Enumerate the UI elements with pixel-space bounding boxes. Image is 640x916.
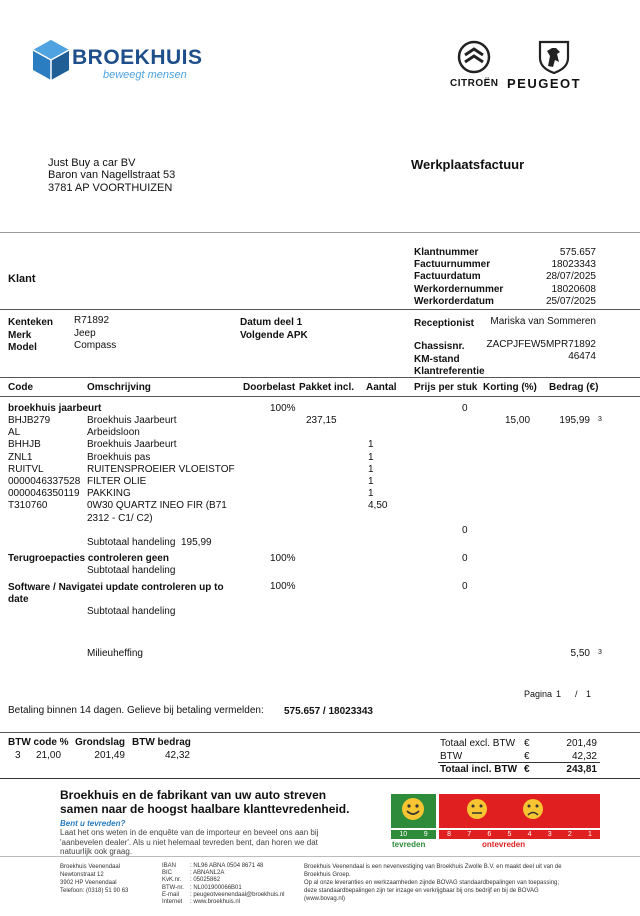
total-incl-currency: € — [524, 764, 530, 775]
cell-desc: 0W30 QUARTZ INEO FIR (B71 — [87, 500, 227, 512]
cell-bedrag: 195,99 — [559, 415, 590, 426]
footer-bank-label: Internet — [162, 899, 183, 906]
score-number: 8 — [447, 831, 452, 838]
cell-code: AL — [8, 427, 21, 439]
table-row — [0, 488, 640, 500]
unhappy-scores — [439, 830, 600, 839]
footer-bank-label: BTW-nr. — [162, 884, 184, 891]
meta-label-factuurdatum: Factuurdatum — [414, 271, 481, 283]
btw-code: 3 — [15, 750, 21, 761]
footer-legal-line: Broekhuis Groep. — [304, 872, 351, 878]
table-row — [0, 439, 640, 451]
unhappy-label: ontevreden — [482, 840, 526, 849]
footer-bank-value: : peugeotveenendaal@broekhuis.nl — [190, 891, 285, 898]
page-separator: / — [575, 689, 578, 699]
footer-bank-value: : www.broekhuis.nl — [190, 899, 241, 906]
cell-code: BHJB279 — [8, 415, 51, 426]
happy-label: tevreden — [392, 840, 426, 849]
cell-code: ZNL1 — [8, 451, 33, 463]
score-number: 5 — [507, 831, 512, 838]
broekhuis-logo-icon — [32, 40, 70, 80]
km-label: KM-stand — [414, 353, 460, 365]
footer-bank-labels — [162, 863, 184, 906]
divider — [0, 856, 640, 857]
cell-aantal: 1 — [368, 451, 374, 463]
score-number: 1 — [587, 831, 592, 838]
col-doorbelast: Doorbelast — [243, 382, 296, 393]
cell-aantal: 1 — [368, 463, 374, 475]
score-number: 7 — [467, 831, 472, 838]
footer-bank-value: : 05025862 — [190, 877, 221, 884]
footer-bank-label: BIC — [162, 870, 173, 877]
cell-pakket: 237,15 — [306, 415, 337, 426]
merk-label: Merk — [8, 329, 32, 341]
footer-legal-line: deze standaardbepalingen zijn ter inzage en verkrijgbaar bij ons bedrijf en bij de BOVAG — [304, 888, 539, 894]
happy-scores — [391, 830, 436, 839]
meta-value-factuurdatum: 28/07/2025 — [545, 271, 596, 283]
total-incl-value: 243,81 — [566, 764, 597, 775]
cell-desc: Arbeidsloon — [87, 427, 140, 439]
section-doorbelast: 100% — [270, 403, 296, 414]
table-row — [0, 427, 640, 439]
total-excl-label: Totaal excl. BTW — [440, 738, 516, 749]
btw-total-label: BTW — [440, 751, 463, 762]
subtotal-label: Subtotaal handeling — [87, 537, 176, 548]
cell-desc: Broekhuis Jaarbeurt — [87, 415, 177, 426]
footer-bank-label: E-mail — [162, 891, 180, 898]
score-number: 9 — [423, 831, 428, 838]
subtotal-label: Subtotaal handeling — [87, 565, 176, 576]
chassis-value: ZACPJFEW5MPR71892 — [486, 339, 596, 350]
cell-code: 0000046350119 — [8, 488, 80, 500]
meta-label-factuurnummer: Factuurnummer — [414, 259, 491, 271]
merk-value: Jeep — [74, 327, 96, 339]
page-label: Pagina — [524, 689, 553, 699]
btw-code-header: BTW code % — [8, 737, 69, 748]
score-number: 6 — [487, 831, 492, 838]
cell-desc: PAKKING — [87, 488, 131, 500]
neutral-face-icon — [439, 794, 600, 828]
survey-body-line: Laat het ons weten in de enquête van de importeur en beveel ons aan bij — [60, 828, 319, 837]
page-current: 1 — [556, 689, 562, 699]
table-row — [0, 476, 640, 488]
chassis-label: Chassisnr. — [414, 341, 465, 352]
cell-aantal: 1 — [368, 488, 374, 500]
km-value: 46474 — [568, 351, 596, 362]
document-title: Werkplaatsfactuur — [411, 157, 525, 172]
footer-legal-line: Op al onze leveranties en werkzaamheden zijnde BOVAG standaardbepalingen van toepassing; — [304, 880, 560, 886]
klant-label: Klant — [8, 273, 36, 285]
milieuheffing-tax-code: 3 — [598, 649, 602, 656]
page-total: 1 — [586, 689, 592, 699]
survey-body-line: natuurlijk ook graag. — [60, 847, 133, 856]
table-row — [0, 500, 640, 512]
divider — [0, 778, 640, 779]
cell-code: T310760 — [8, 500, 48, 512]
meta-label-klantnummer: Klantnummer — [414, 247, 479, 258]
payment-reference: 575.657 / 18023343 — [284, 706, 373, 717]
cell-desc: RUITENSPROEIER VLOEISTOF — [87, 463, 235, 475]
col-bedrag: Bedrag (€) — [549, 382, 599, 393]
btw-grondslag-header: Grondslag — [75, 737, 126, 748]
section-doorbelast: 100% — [270, 553, 296, 564]
survey-question: Bent u tevreden? — [60, 819, 126, 828]
recipient-city: 3781 AP VOORTHUIZEN — [48, 182, 173, 194]
cell-code: RUITVL — [8, 463, 44, 475]
survey-headline: Broekhuis en de fabrikant van uw auto streven — [60, 788, 327, 802]
btw-pct: 21,00 — [36, 750, 62, 761]
model-label: Model — [8, 342, 37, 353]
btw-grondslag: 201,49 — [94, 750, 125, 761]
total-excl-currency: € — [524, 738, 530, 749]
col-omschrijving: Omschrijving — [87, 382, 151, 393]
footer-legal — [304, 863, 562, 903]
section-prijs: 0 — [462, 403, 468, 414]
footer-bank-values — [190, 863, 285, 906]
recipient-street: Baron van Nagellstraat 53 — [48, 169, 176, 181]
model-value: Compass — [74, 340, 117, 351]
payment-text: Betaling binnen 14 dagen. Gelieve bij betaling vermelden: — [8, 705, 264, 716]
section-doorbelast: 100% — [270, 581, 296, 592]
col-code: Code — [8, 382, 33, 393]
cell-code: 0000046337528 — [8, 476, 81, 487]
divider — [438, 762, 600, 763]
cell-code: BHHJB — [8, 439, 41, 451]
footer-bank-label: IBAN — [162, 863, 177, 869]
divider — [0, 377, 640, 378]
footer-address-line: Newtonstraat 12 — [60, 872, 104, 878]
vehicle-labels — [8, 317, 53, 355]
footer-address-line: Broekhuis Veenendaal — [60, 864, 121, 870]
section-title-cont: date — [8, 594, 29, 605]
footer-address-line: 3902 HP Veenendaal — [60, 880, 117, 886]
footer-bank-label: KvK.nr. — [162, 877, 182, 884]
btw-bedrag-header: BTW bedrag — [132, 737, 191, 748]
citroen-logo-icon — [457, 40, 491, 74]
meta-values — [500, 247, 596, 308]
subtotal-value: 195,99 — [181, 537, 212, 548]
klantreferentie-label: Klantreferentie — [414, 366, 485, 377]
divider — [0, 309, 640, 310]
cell-desc: Broekhuis pas — [87, 451, 151, 463]
score-number: 3 — [547, 831, 552, 838]
cell-desc: FILTER OLIE — [87, 476, 147, 487]
col-korting: Korting (%) — [483, 382, 537, 393]
cell-korting: 15,00 — [505, 415, 531, 426]
footer-address-line: Telefoon: (0318) 51 90 63 — [60, 888, 129, 894]
broekhuis-wordmark: BROEKHUIS — [72, 46, 203, 69]
broekhuis-tagline: beweegt mensen — [103, 69, 187, 81]
footer-bank-value: : NL001900066B01 — [190, 884, 242, 891]
section-prijs: 0 — [462, 553, 468, 564]
divider — [0, 732, 640, 733]
receptionist-value: Mariska van Sommeren — [490, 316, 596, 327]
survey-headline-2: samen naar de hoogst haalbare klanttevredenheid. — [60, 802, 350, 816]
survey-body-line: 'aanbevelen dealer'. Als u niet helemaal tevreden bent, dan horen we dat — [60, 837, 318, 847]
meta-value-werkorderdatum: 25/07/2025 — [545, 295, 596, 307]
meta-value-werkordernummer: 18020608 — [551, 283, 596, 295]
happy-box — [391, 794, 436, 828]
section-prijs: 0 — [462, 581, 468, 592]
cell-aantal: 1 — [368, 439, 374, 451]
cell-tax: 3 — [598, 416, 602, 423]
table-row — [0, 415, 640, 427]
citroen-wordmark: CITROËN — [450, 78, 499, 89]
total-incl-label: Totaal incl. BTW — [440, 764, 518, 775]
receptionist-label: Receptionist — [414, 318, 475, 329]
section-title: Terugroepacties controleren geen — [8, 553, 169, 564]
meta-label-werkordernummer: Werkordernummer — [414, 283, 504, 295]
table-row — [0, 464, 640, 476]
col-aantal: Aantal — [366, 382, 397, 393]
footer-address — [60, 863, 128, 895]
section-prijs-2: 0 — [462, 525, 468, 536]
vehicle-values — [74, 315, 116, 353]
meta-labels — [414, 247, 503, 308]
peugeot-logo-icon — [538, 40, 570, 74]
datum-deel1-label: Datum deel 1 — [240, 317, 303, 328]
volgende-apk-label: Volgende APK — [240, 329, 308, 341]
subtotal-label: Subtotaal handeling — [87, 606, 176, 617]
footer-legal-line: (www.bovag.nl) — [304, 896, 346, 902]
survey-body — [60, 828, 318, 857]
milieuheffing-value: 5,50 — [570, 648, 590, 659]
btw-total-value: 42,32 — [571, 751, 597, 762]
table-row — [0, 513, 640, 525]
col-pakket: Pakket incl. — [299, 382, 355, 393]
footer-bank-value: : NL96 ABNA 0504 8671 48 — [190, 863, 264, 869]
cell-desc: 2312 - C1/ C2) — [87, 512, 153, 524]
col-prijs: Prijs per stuk — [414, 382, 478, 393]
table-row — [0, 452, 640, 464]
recipient-name: Just Buy a car BV — [48, 157, 136, 169]
meta-label-werkorderdatum: Werkorderdatum — [414, 295, 494, 307]
btw-bedrag: 42,32 — [164, 750, 190, 761]
footer-legal-line: Broekhuis Veenendaal is een nevenvestiging van Broekhuis Zwolle B.V. en maakt deel uit van de — [304, 864, 562, 870]
total-excl-value: 201,49 — [566, 738, 597, 749]
cell-desc: Broekhuis Jaarbeurt — [87, 439, 177, 451]
score-number: 2 — [567, 831, 572, 838]
cell-aantal: 1 — [368, 476, 374, 487]
cell-aantal: 4,50 — [368, 500, 388, 512]
meta-value-factuurnummer: 18023343 — [551, 259, 596, 271]
vehicle-dates — [240, 317, 308, 342]
peugeot-wordmark: PEUGEOT — [507, 76, 582, 91]
meta-value-klantnummer: 575.657 — [559, 247, 596, 258]
kenteken-value: R71892 — [74, 315, 110, 326]
happy-face-icon — [391, 794, 436, 828]
divider — [0, 232, 640, 233]
footer-bank-value: : ABNANL2A — [190, 870, 225, 877]
btw-total-currency: € — [524, 751, 530, 762]
score-number: 4 — [527, 831, 532, 838]
score-number: 10 — [399, 831, 408, 838]
section-title: Software / Navigatei update controleren up to — [8, 582, 224, 593]
milieuheffing-label: Milieuheffing — [87, 648, 143, 659]
kenteken-label: Kenteken — [8, 317, 54, 328]
divider — [0, 396, 640, 397]
section-title: broekhuis jaarbeurt — [8, 403, 102, 414]
unhappy-box — [439, 794, 600, 828]
